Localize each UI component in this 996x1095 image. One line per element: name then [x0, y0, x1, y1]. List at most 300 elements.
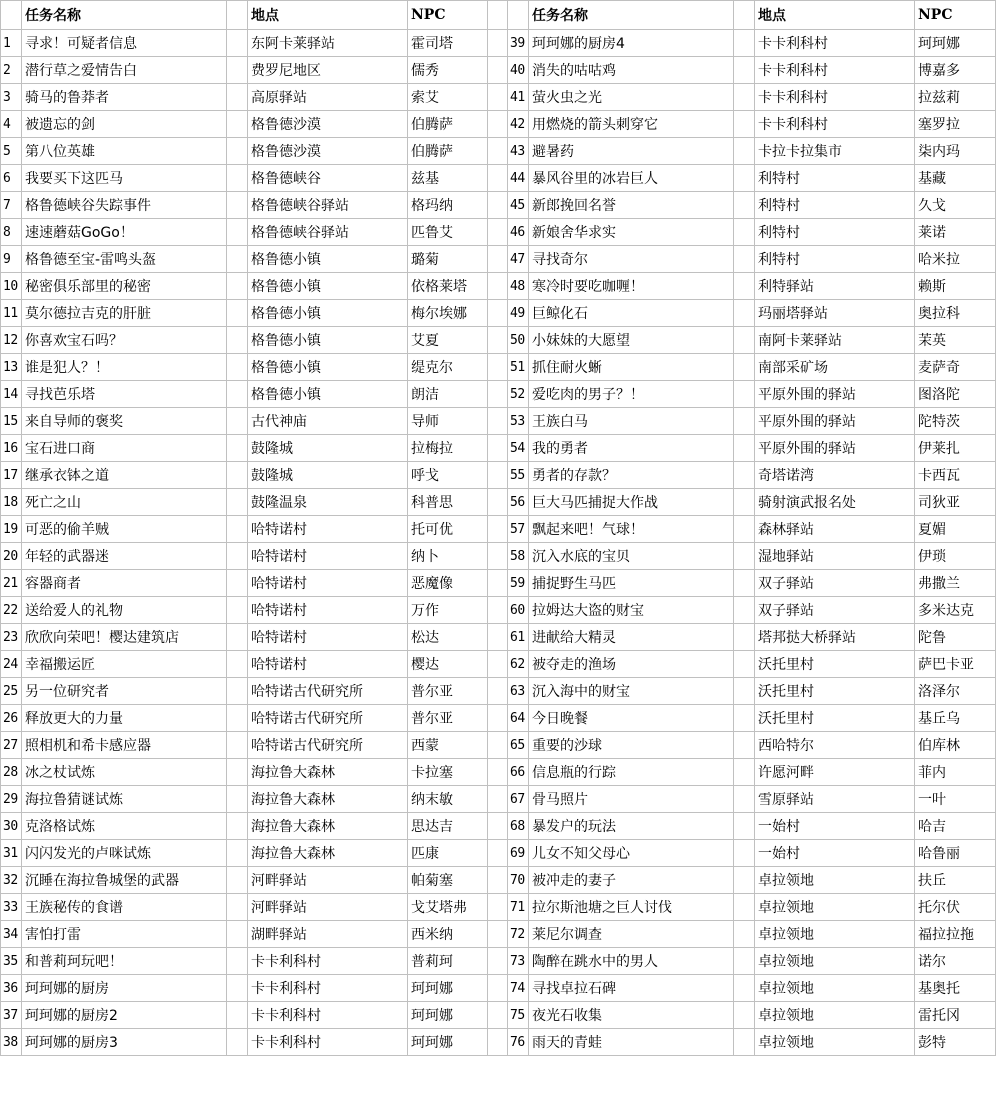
npc-cell[interactable]: 雷托冈 [915, 1002, 996, 1029]
task-name-cell[interactable]: 抓住耐火蜥 [529, 354, 734, 381]
row-number-cell[interactable]: 49 [508, 300, 529, 327]
task-name-cell[interactable]: 年轻的武器迷 [22, 543, 227, 570]
location-cell[interactable]: 雪原驿站 [755, 786, 915, 813]
location-cell[interactable]: 古代神庙 [248, 408, 408, 435]
location-cell[interactable]: 格鲁德小镇 [248, 246, 408, 273]
npc-cell[interactable]: 图洛陀 [915, 381, 996, 408]
location-cell[interactable]: 卡卡利科村 [248, 975, 408, 1002]
empty-cell[interactable] [227, 435, 248, 462]
npc-cell[interactable]: 拉梅拉 [408, 435, 488, 462]
location-cell[interactable]: 格鲁德峡谷 [248, 165, 408, 192]
divider-cell[interactable] [488, 30, 508, 57]
location-cell[interactable]: 骑射演武报名处 [755, 489, 915, 516]
empty-cell[interactable] [227, 705, 248, 732]
empty-cell[interactable] [227, 462, 248, 489]
location-cell[interactable]: 费罗尼地区 [248, 57, 408, 84]
divider-cell[interactable] [488, 624, 508, 651]
location-cell[interactable]: 高原驿站 [248, 84, 408, 111]
location-cell[interactable]: 格鲁德小镇 [248, 354, 408, 381]
task-name-cell[interactable]: 爱吃肉的男子？！ [529, 381, 734, 408]
location-cell[interactable]: 南阿卡莱驿站 [755, 327, 915, 354]
row-number-cell[interactable]: 33 [1, 894, 22, 921]
npc-cell[interactable]: 思达吉 [408, 813, 488, 840]
location-cell[interactable]: 玛丽塔驿站 [755, 300, 915, 327]
task-name-cell[interactable]: 珂珂娜的厨房 [22, 975, 227, 1002]
location-cell[interactable]: 格鲁德沙漠 [248, 138, 408, 165]
empty-cell[interactable] [734, 786, 755, 813]
empty-cell[interactable] [227, 111, 248, 138]
row-number-cell[interactable]: 16 [1, 435, 22, 462]
npc-cell[interactable]: 伯腾萨 [408, 138, 488, 165]
task-name-cell[interactable]: 今日晚餐 [529, 705, 734, 732]
npc-cell[interactable]: 兹基 [408, 165, 488, 192]
location-cell[interactable]: 一始村 [755, 840, 915, 867]
task-name-cell[interactable]: 容器商者 [22, 570, 227, 597]
empty-cell[interactable] [227, 840, 248, 867]
empty-cell[interactable] [734, 624, 755, 651]
task-name-cell[interactable]: 我的勇者 [529, 435, 734, 462]
row-number-cell[interactable]: 63 [508, 678, 529, 705]
header-divider-cell[interactable] [488, 1, 508, 30]
row-number-cell[interactable]: 15 [1, 408, 22, 435]
task-name-cell[interactable]: 拉尔斯池塘之巨人讨伐 [529, 894, 734, 921]
empty-cell[interactable] [227, 327, 248, 354]
npc-cell[interactable]: 福拉拉拖 [915, 921, 996, 948]
location-cell[interactable]: 许愿河畔 [755, 759, 915, 786]
row-number-cell[interactable]: 35 [1, 948, 22, 975]
task-name-cell[interactable]: 珂珂娜的厨房3 [22, 1029, 227, 1056]
row-number-cell[interactable]: 53 [508, 408, 529, 435]
empty-cell[interactable] [734, 1029, 755, 1056]
task-name-cell[interactable]: 继承衣钵之道 [22, 462, 227, 489]
task-name-cell[interactable]: 克洛格试炼 [22, 813, 227, 840]
npc-cell[interactable]: 拉兹莉 [915, 84, 996, 111]
task-name-cell[interactable]: 进献给大精灵 [529, 624, 734, 651]
divider-cell[interactable] [488, 516, 508, 543]
location-cell[interactable]: 塔邦挞大桥驿站 [755, 624, 915, 651]
location-cell[interactable]: 哈特诺古代研究所 [248, 732, 408, 759]
row-number-cell[interactable]: 75 [508, 1002, 529, 1029]
row-number-cell[interactable]: 28 [1, 759, 22, 786]
task-name-cell[interactable]: 骨马照片 [529, 786, 734, 813]
row-number-cell[interactable]: 54 [508, 435, 529, 462]
empty-cell[interactable] [734, 435, 755, 462]
npc-cell[interactable]: 诺尔 [915, 948, 996, 975]
task-name-cell[interactable]: 害怕打雷 [22, 921, 227, 948]
task-name-cell[interactable]: 死亡之山 [22, 489, 227, 516]
npc-cell[interactable]: 麦萨奇 [915, 354, 996, 381]
empty-cell[interactable] [734, 219, 755, 246]
empty-cell[interactable] [734, 192, 755, 219]
empty-cell[interactable] [227, 651, 248, 678]
task-name-cell[interactable]: 王族白马 [529, 408, 734, 435]
row-number-cell[interactable]: 57 [508, 516, 529, 543]
empty-cell[interactable] [227, 300, 248, 327]
location-cell[interactable]: 格鲁德峡谷驿站 [248, 219, 408, 246]
row-number-cell[interactable]: 60 [508, 597, 529, 624]
npc-cell[interactable]: 戈艾塔弗 [408, 894, 488, 921]
empty-cell[interactable] [734, 894, 755, 921]
empty-cell[interactable] [227, 570, 248, 597]
empty-cell[interactable] [734, 300, 755, 327]
task-name-cell[interactable]: 飘起来吧！气球！ [529, 516, 734, 543]
empty-cell[interactable] [734, 678, 755, 705]
npc-cell[interactable]: 普尔亚 [408, 705, 488, 732]
empty-cell[interactable] [734, 354, 755, 381]
empty-cell[interactable] [734, 84, 755, 111]
divider-cell[interactable] [488, 543, 508, 570]
npc-cell[interactable]: 哈吉 [915, 813, 996, 840]
task-name-cell[interactable]: 冰之杖试炼 [22, 759, 227, 786]
location-cell[interactable]: 双子驿站 [755, 597, 915, 624]
location-cell[interactable]: 平原外围的驿站 [755, 381, 915, 408]
empty-cell[interactable] [227, 543, 248, 570]
empty-cell[interactable] [734, 165, 755, 192]
location-cell[interactable]: 卡卡利科村 [755, 30, 915, 57]
row-number-cell[interactable]: 69 [508, 840, 529, 867]
empty-cell[interactable] [227, 678, 248, 705]
empty-cell[interactable] [227, 30, 248, 57]
location-cell[interactable]: 卡卡利科村 [755, 84, 915, 111]
empty-cell[interactable] [227, 975, 248, 1002]
empty-cell[interactable] [734, 759, 755, 786]
row-number-cell[interactable]: 41 [508, 84, 529, 111]
location-cell[interactable]: 卡卡利科村 [248, 948, 408, 975]
npc-cell[interactable]: 珂珂娜 [408, 975, 488, 1002]
divider-cell[interactable] [488, 327, 508, 354]
npc-cell[interactable]: 卡拉塞 [408, 759, 488, 786]
divider-cell[interactable] [488, 462, 508, 489]
location-cell[interactable]: 格鲁德小镇 [248, 273, 408, 300]
header-task-name-right[interactable]: 任务名称 [529, 1, 734, 30]
row-number-cell[interactable]: 7 [1, 192, 22, 219]
npc-cell[interactable]: 托可优 [408, 516, 488, 543]
empty-cell[interactable] [734, 732, 755, 759]
task-name-cell[interactable]: 第八位英雄 [22, 138, 227, 165]
row-number-cell[interactable]: 11 [1, 300, 22, 327]
npc-cell[interactable]: 哈鲁丽 [915, 840, 996, 867]
header-gap-cell-right[interactable] [734, 1, 755, 30]
task-name-cell[interactable]: 王族秘传的食谱 [22, 894, 227, 921]
task-name-cell[interactable]: 暴风谷里的冰岩巨人 [529, 165, 734, 192]
empty-cell[interactable] [227, 732, 248, 759]
row-number-cell[interactable]: 32 [1, 867, 22, 894]
empty-cell[interactable] [227, 921, 248, 948]
npc-cell[interactable]: 茉英 [915, 327, 996, 354]
header-task-name-left[interactable]: 任务名称 [22, 1, 227, 30]
row-number-cell[interactable]: 23 [1, 624, 22, 651]
row-number-cell[interactable]: 25 [1, 678, 22, 705]
task-name-cell[interactable]: 寻找芭乐塔 [22, 381, 227, 408]
location-cell[interactable]: 沃托里村 [755, 705, 915, 732]
location-cell[interactable]: 沃托里村 [755, 651, 915, 678]
empty-cell[interactable] [734, 327, 755, 354]
npc-cell[interactable]: 卡西瓦 [915, 462, 996, 489]
header-gap-cell-left[interactable] [227, 1, 248, 30]
npc-cell[interactable]: 纳末敏 [408, 786, 488, 813]
row-number-cell[interactable]: 1 [1, 30, 22, 57]
divider-cell[interactable] [488, 975, 508, 1002]
row-number-cell[interactable]: 70 [508, 867, 529, 894]
empty-cell[interactable] [227, 219, 248, 246]
location-cell[interactable]: 利特村 [755, 219, 915, 246]
npc-cell[interactable]: 梅尔埃娜 [408, 300, 488, 327]
npc-cell[interactable]: 依格莱塔 [408, 273, 488, 300]
divider-cell[interactable] [488, 840, 508, 867]
divider-cell[interactable] [488, 759, 508, 786]
npc-cell[interactable]: 博嘉多 [915, 57, 996, 84]
task-name-cell[interactable]: 巨大马匹捕捉大作战 [529, 489, 734, 516]
row-number-cell[interactable]: 50 [508, 327, 529, 354]
divider-cell[interactable] [488, 273, 508, 300]
task-name-cell[interactable]: 沉入海中的财宝 [529, 678, 734, 705]
empty-cell[interactable] [734, 30, 755, 57]
empty-cell[interactable] [227, 57, 248, 84]
npc-cell[interactable]: 匹康 [408, 840, 488, 867]
location-cell[interactable]: 平原外围的驿站 [755, 408, 915, 435]
task-name-cell[interactable]: 陶醉在跳水中的男人 [529, 948, 734, 975]
npc-cell[interactable]: 陀特茨 [915, 408, 996, 435]
task-name-cell[interactable]: 儿女不知父母心 [529, 840, 734, 867]
npc-cell[interactable]: 呼戈 [408, 462, 488, 489]
task-name-cell[interactable]: 宝石进口商 [22, 435, 227, 462]
task-name-cell[interactable]: 骑马的鲁莽者 [22, 84, 227, 111]
npc-cell[interactable]: 陀鲁 [915, 624, 996, 651]
npc-cell[interactable]: 科普思 [408, 489, 488, 516]
row-number-cell[interactable]: 12 [1, 327, 22, 354]
location-cell[interactable]: 东阿卡莱驿站 [248, 30, 408, 57]
row-number-cell[interactable]: 62 [508, 651, 529, 678]
row-number-cell[interactable]: 8 [1, 219, 22, 246]
row-number-cell[interactable]: 65 [508, 732, 529, 759]
location-cell[interactable]: 哈特诺村 [248, 597, 408, 624]
row-number-cell[interactable]: 45 [508, 192, 529, 219]
task-name-cell[interactable]: 萤火虫之光 [529, 84, 734, 111]
location-cell[interactable]: 卓拉领地 [755, 1029, 915, 1056]
row-number-cell[interactable]: 38 [1, 1029, 22, 1056]
npc-cell[interactable]: 赖斯 [915, 273, 996, 300]
row-number-cell[interactable]: 68 [508, 813, 529, 840]
row-number-cell[interactable]: 51 [508, 354, 529, 381]
empty-cell[interactable] [734, 111, 755, 138]
row-number-cell[interactable]: 24 [1, 651, 22, 678]
task-name-cell[interactable]: 被遗忘的剑 [22, 111, 227, 138]
divider-cell[interactable] [488, 408, 508, 435]
divider-cell[interactable] [488, 813, 508, 840]
row-number-cell[interactable]: 5 [1, 138, 22, 165]
empty-cell[interactable] [227, 84, 248, 111]
task-name-cell[interactable]: 潜行草之爱情告白 [22, 57, 227, 84]
task-name-cell[interactable]: 闪闪发光的卢咪试炼 [22, 840, 227, 867]
task-name-cell[interactable]: 秘密俱乐部里的秘密 [22, 273, 227, 300]
task-name-cell[interactable]: 重要的沙球 [529, 732, 734, 759]
location-cell[interactable]: 海拉鲁大森林 [248, 759, 408, 786]
empty-cell[interactable] [734, 651, 755, 678]
row-number-cell[interactable]: 71 [508, 894, 529, 921]
npc-cell[interactable]: 哈米拉 [915, 246, 996, 273]
row-number-cell[interactable]: 22 [1, 597, 22, 624]
task-name-cell[interactable]: 夜光石收集 [529, 1002, 734, 1029]
location-cell[interactable]: 利特驿站 [755, 273, 915, 300]
npc-cell[interactable]: 导师 [408, 408, 488, 435]
location-cell[interactable]: 奇塔诺湾 [755, 462, 915, 489]
location-cell[interactable]: 湿地驿站 [755, 543, 915, 570]
empty-cell[interactable] [734, 867, 755, 894]
empty-cell[interactable] [227, 408, 248, 435]
empty-cell[interactable] [734, 381, 755, 408]
divider-cell[interactable] [488, 489, 508, 516]
npc-cell[interactable]: 久戈 [915, 192, 996, 219]
location-cell[interactable]: 平原外围的驿站 [755, 435, 915, 462]
npc-cell[interactable]: 多米达克 [915, 597, 996, 624]
row-number-cell[interactable]: 44 [508, 165, 529, 192]
location-cell[interactable]: 利特村 [755, 246, 915, 273]
row-number-cell[interactable]: 72 [508, 921, 529, 948]
row-number-cell[interactable]: 55 [508, 462, 529, 489]
task-name-cell[interactable]: 信息瓶的行踪 [529, 759, 734, 786]
location-cell[interactable]: 卓拉领地 [755, 1002, 915, 1029]
empty-cell[interactable] [734, 462, 755, 489]
npc-cell[interactable]: 朗洁 [408, 381, 488, 408]
npc-cell[interactable]: 儒秀 [408, 57, 488, 84]
divider-cell[interactable] [488, 354, 508, 381]
task-name-cell[interactable]: 寻求！可疑者信息 [22, 30, 227, 57]
row-number-cell[interactable]: 26 [1, 705, 22, 732]
location-cell[interactable]: 卡拉卡拉集市 [755, 138, 915, 165]
npc-cell[interactable]: 夏媚 [915, 516, 996, 543]
npc-cell[interactable]: 万作 [408, 597, 488, 624]
header-num-cell-right[interactable] [508, 1, 529, 30]
npc-cell[interactable]: 基丘乌 [915, 705, 996, 732]
divider-cell[interactable] [488, 597, 508, 624]
location-cell[interactable]: 卓拉领地 [755, 867, 915, 894]
task-name-cell[interactable]: 幸福搬运匠 [22, 651, 227, 678]
npc-cell[interactable]: 西米纳 [408, 921, 488, 948]
task-name-cell[interactable]: 勇者的存款？ [529, 462, 734, 489]
divider-cell[interactable] [488, 435, 508, 462]
header-npc-right[interactable]: NPC [915, 1, 996, 30]
divider-cell[interactable] [488, 381, 508, 408]
npc-cell[interactable]: 塞罗拉 [915, 111, 996, 138]
location-cell[interactable]: 哈特诺村 [248, 516, 408, 543]
empty-cell[interactable] [734, 705, 755, 732]
row-number-cell[interactable]: 52 [508, 381, 529, 408]
divider-cell[interactable] [488, 165, 508, 192]
empty-cell[interactable] [227, 1029, 248, 1056]
divider-cell[interactable] [488, 867, 508, 894]
empty-cell[interactable] [734, 813, 755, 840]
npc-cell[interactable]: 伯腾萨 [408, 111, 488, 138]
npc-cell[interactable]: 樱达 [408, 651, 488, 678]
empty-cell[interactable] [227, 759, 248, 786]
empty-cell[interactable] [734, 408, 755, 435]
empty-cell[interactable] [227, 894, 248, 921]
task-name-cell[interactable]: 沉睡在海拉鲁城堡的武器 [22, 867, 227, 894]
empty-cell[interactable] [227, 273, 248, 300]
row-number-cell[interactable]: 9 [1, 246, 22, 273]
empty-cell[interactable] [734, 246, 755, 273]
location-cell[interactable]: 卓拉领地 [755, 921, 915, 948]
row-number-cell[interactable]: 21 [1, 570, 22, 597]
task-name-cell[interactable]: 海拉鲁猜谜试炼 [22, 786, 227, 813]
npc-cell[interactable]: 莱诺 [915, 219, 996, 246]
npc-cell[interactable]: 匹鲁艾 [408, 219, 488, 246]
divider-cell[interactable] [488, 786, 508, 813]
location-cell[interactable]: 格鲁德小镇 [248, 300, 408, 327]
empty-cell[interactable] [227, 786, 248, 813]
location-cell[interactable]: 卡卡利科村 [755, 57, 915, 84]
task-name-cell[interactable]: 珂珂娜的厨房2 [22, 1002, 227, 1029]
empty-cell[interactable] [734, 597, 755, 624]
task-name-cell[interactable]: 珂珂娜的厨房4 [529, 30, 734, 57]
empty-cell[interactable] [734, 138, 755, 165]
row-number-cell[interactable]: 10 [1, 273, 22, 300]
empty-cell[interactable] [734, 273, 755, 300]
npc-cell[interactable]: 基奥托 [915, 975, 996, 1002]
row-number-cell[interactable]: 67 [508, 786, 529, 813]
row-number-cell[interactable]: 74 [508, 975, 529, 1002]
location-cell[interactable]: 河畔驿站 [248, 867, 408, 894]
task-name-cell[interactable]: 释放更大的力量 [22, 705, 227, 732]
divider-cell[interactable] [488, 651, 508, 678]
task-name-cell[interactable]: 用燃烧的箭头刺穿它 [529, 111, 734, 138]
location-cell[interactable]: 南部采矿场 [755, 354, 915, 381]
location-cell[interactable]: 哈特诺村 [248, 624, 408, 651]
divider-cell[interactable] [488, 300, 508, 327]
location-cell[interactable]: 鼓隆城 [248, 462, 408, 489]
task-name-cell[interactable]: 拉姆达大盗的财宝 [529, 597, 734, 624]
task-name-cell[interactable]: 你喜欢宝石吗？ [22, 327, 227, 354]
location-cell[interactable]: 海拉鲁大森林 [248, 813, 408, 840]
npc-cell[interactable]: 普尔亚 [408, 678, 488, 705]
task-name-cell[interactable]: 格鲁德峡谷失踪事件 [22, 192, 227, 219]
divider-cell[interactable] [488, 246, 508, 273]
npc-cell[interactable]: 伯库林 [915, 732, 996, 759]
row-number-cell[interactable]: 37 [1, 1002, 22, 1029]
task-name-cell[interactable]: 雨天的青蛙 [529, 1029, 734, 1056]
task-name-cell[interactable]: 格鲁德至宝-雷鸣头盔 [22, 246, 227, 273]
location-cell[interactable]: 一始村 [755, 813, 915, 840]
row-number-cell[interactable]: 73 [508, 948, 529, 975]
location-cell[interactable]: 卓拉领地 [755, 948, 915, 975]
task-name-cell[interactable]: 新郎挽回名誉 [529, 192, 734, 219]
npc-cell[interactable]: 霍司塔 [408, 30, 488, 57]
task-name-cell[interactable]: 寒冷时要吃咖喱！ [529, 273, 734, 300]
npc-cell[interactable]: 松达 [408, 624, 488, 651]
empty-cell[interactable] [227, 165, 248, 192]
header-num-cell-left[interactable] [1, 1, 22, 30]
task-name-cell[interactable]: 送给爱人的礼物 [22, 597, 227, 624]
location-cell[interactable]: 卡卡利科村 [248, 1002, 408, 1029]
row-number-cell[interactable]: 31 [1, 840, 22, 867]
empty-cell[interactable] [734, 840, 755, 867]
divider-cell[interactable] [488, 705, 508, 732]
row-number-cell[interactable]: 47 [508, 246, 529, 273]
task-name-cell[interactable]: 新娘舍华求实 [529, 219, 734, 246]
npc-cell[interactable]: 纳卜 [408, 543, 488, 570]
task-name-cell[interactable]: 小妹妹的大愿望 [529, 327, 734, 354]
npc-cell[interactable]: 缇克尔 [408, 354, 488, 381]
location-cell[interactable]: 河畔驿站 [248, 894, 408, 921]
row-number-cell[interactable]: 42 [508, 111, 529, 138]
row-number-cell[interactable]: 58 [508, 543, 529, 570]
location-cell[interactable]: 卓拉领地 [755, 894, 915, 921]
empty-cell[interactable] [227, 516, 248, 543]
location-cell[interactable]: 海拉鲁大森林 [248, 786, 408, 813]
location-cell[interactable]: 双子驿站 [755, 570, 915, 597]
empty-cell[interactable] [227, 813, 248, 840]
npc-cell[interactable]: 洛泽尔 [915, 678, 996, 705]
